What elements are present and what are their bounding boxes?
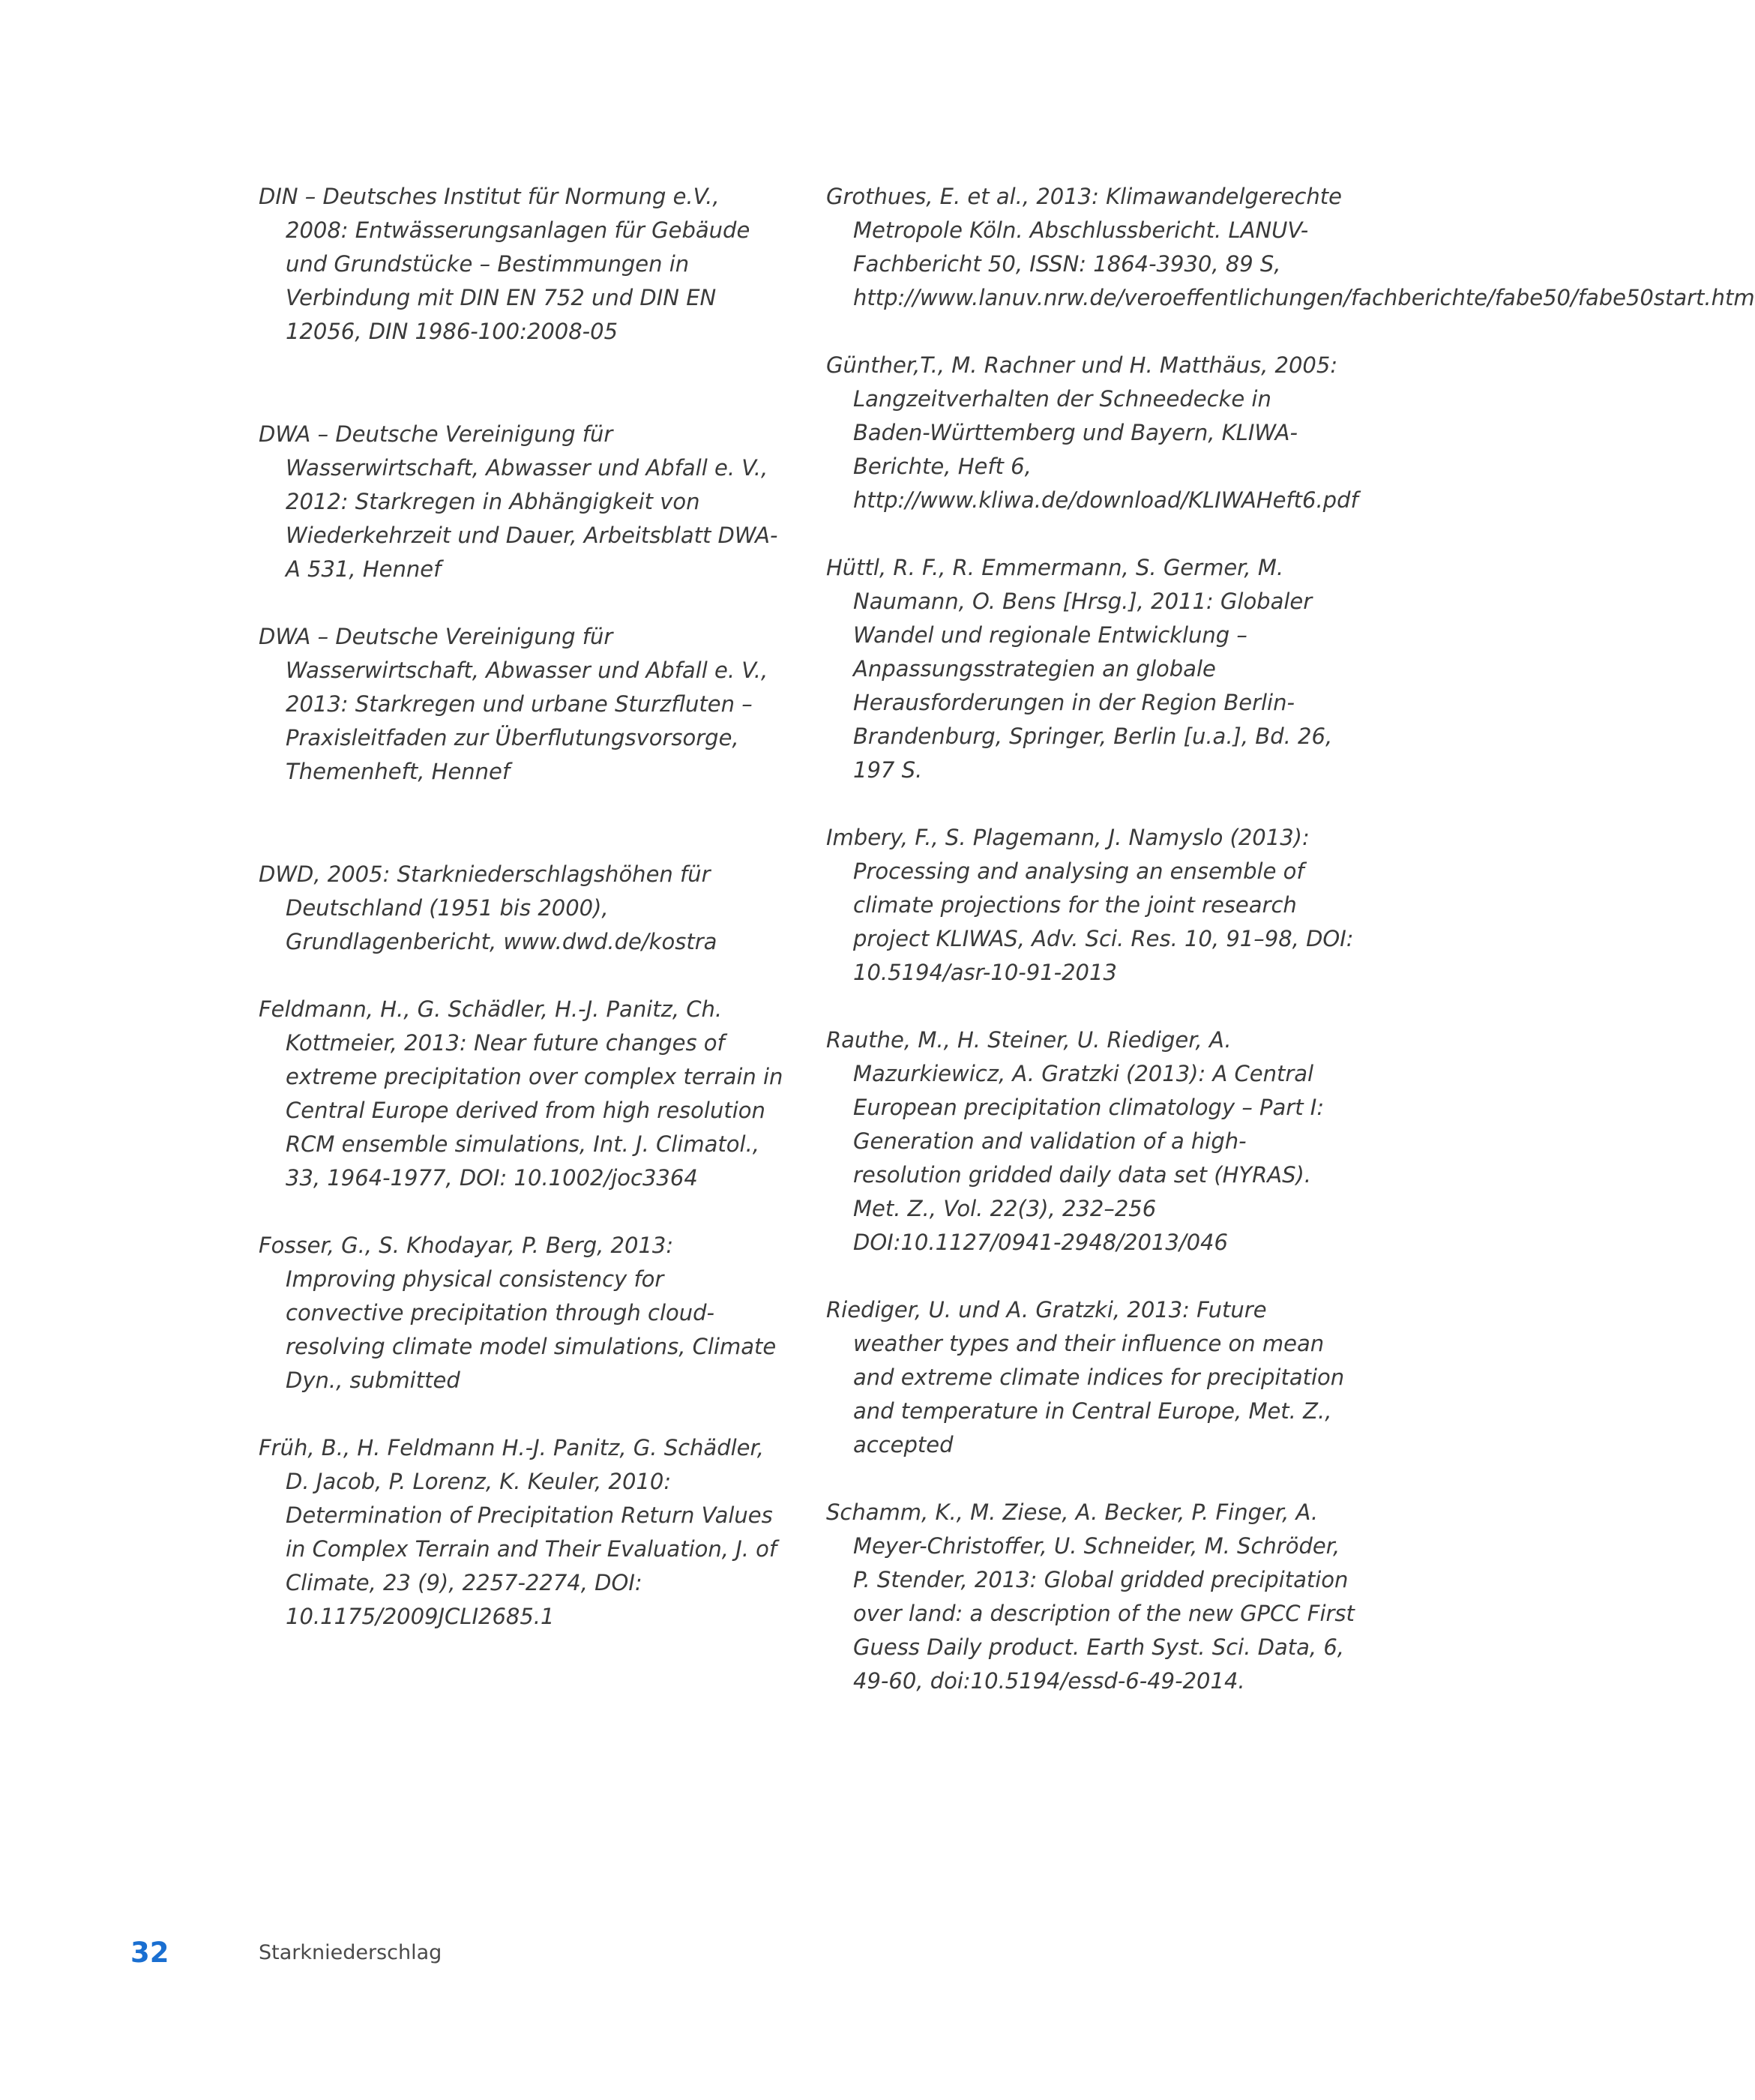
page-number: 32 [130,1937,169,1969]
reference-entry: Günther,T., M. Rachner und H. Matthäus, 2005: Langzeitverhalten der Schneedecke in Baden-Württemberg und Bayern, KLIWA-Berichte, Heft 6, http://www.kliwa.de/download/KLIWAHeft6.pdf [826,352,1358,513]
reference-entry: Hüttl, R. F., R. Emmermann, S. Germer, M. Naumann, O. Bens [Hrsg.], 2011: Globaler Wandel und regionale Entwicklung – Anpassungsstrategien an globale Herausforderungen in der Region Berlin-Brandenburg, Springer, Berlin [u.a.], Bd. 26, 197 S. [826,555,1333,783]
reference-entry: DIN – Deutsches Institut für Normung e.V., 2008: Entwässerungsanlagen für Gebäude und Grundstücke – Bestimmungen in Verbindung mit DIN EN 752 und DIN EN 12056, DIN 1986-100:2008-05 [259,184,750,344]
references-left-column [259,180,787,1634]
reference-entry: Riediger, U. und A. Gratzki, 2013: Future weather types and their influence on mean and extreme climate indices for precipitation and temperature in Central Europe, Met. Z., accepted [826,1297,1345,1457]
reference-entry: Rauthe, M., H. Steiner, U. Riediger, A. Mazurkiewicz, A. Gratzki (2013): A Central European precipitation climatology – Part I: Generation and validation of a high-resolution gridded daily data set (HYRAS). Met. Z., Vol. 22(3), 232–256 DOI:10.1127/0941-2948/2013/046 [826,1027,1325,1255]
reference-entry: Grothues, E. et al., 2013: Klimawandelgerechte Metropole Köln. Abschlussbericht. LANUV-Fachbericht 50, ISSN: 1864-3930, 89 S, http://www.lanuv.nrw.de/veroeffentlichungen/fachberichte/fabe50/fabe50start.htm [826,184,1755,310]
reference-entry: Fosser, G., S. Khodayar, P. Berg, 2013: Improving physical consistency for convective precipitation through cloud-resolving climate model simulations, Climate Dyn., submitted [259,1233,777,1393]
reference-entry: Schamm, K., M. Ziese, A. Becker, P. Finger, A. Meyer-Christoffer, U. Schneider, M. Schröder, P. Stender, 2013: Global gridded precipitation over land: a description of the new GPCC First Guess Daily product. Earth Syst. Sci. Data, 6, 49-60, doi:10.5194/essd-6-49-2014. [826,1499,1355,1694]
reference-entry: DWD, 2005: Starkniederschlagshöhen für Deutschland (1951 bis 2000), Grundlagenbericht, www.dwd.de/kostra [259,861,717,954]
references-right-column [826,180,1755,1698]
reference-entry: DWA – Deutsche Vereinigung für Wasserwirtschaft, Abwasser und Abfall e. V., 2013: Starkregen und urbane Sturzfluten – Praxisleitfaden zur Überflutungsvorsorge, Themenheft, Hennef [259,624,768,784]
reference-entry: Imbery, F., S. Plagemann, J. Namyslo (2013): Processing and analysing an ensemble of climate projections for the joint research project KLIWAS, Adv. Sci. Res. 10, 91–98, DOI: 10.5194/asr-10-91-2013 [826,825,1354,985]
footer-title: Starkniederschlag [259,1941,442,1964]
reference-entry: Feldmann, H., G. Schädler, H.-J. Panitz, Ch. Kottmeier, 2013: Near future changes of extreme precipitation over complex terrain in Central Europe derived from high resolution RCM ensemble simulations, Int. J. Climatol., 33, 1964-1977, DOI: 10.1002/joc3364 [259,996,783,1191]
reference-entry: Früh, B., H. Feldmann H.-J. Panitz, G. Schädler, D. Jacob, P. Lorenz, K. Keuler, 2010: Determination of Precipitation Return Values in Complex Terrain and Their Evaluation, J. of Climate, 23 (9), 2257-2274, DOI: 10.1175/2009JCLI2685.1 [259,1435,777,1629]
reference-entry: DWA – Deutsche Vereinigung für Wasserwirtschaft, Abwasser und Abfall e. V., 2012: Starkregen in Abhängigkeit von Wiederkehrzeit und Dauer, Arbeitsblatt DWA-A 531, Hennef [259,421,778,582]
